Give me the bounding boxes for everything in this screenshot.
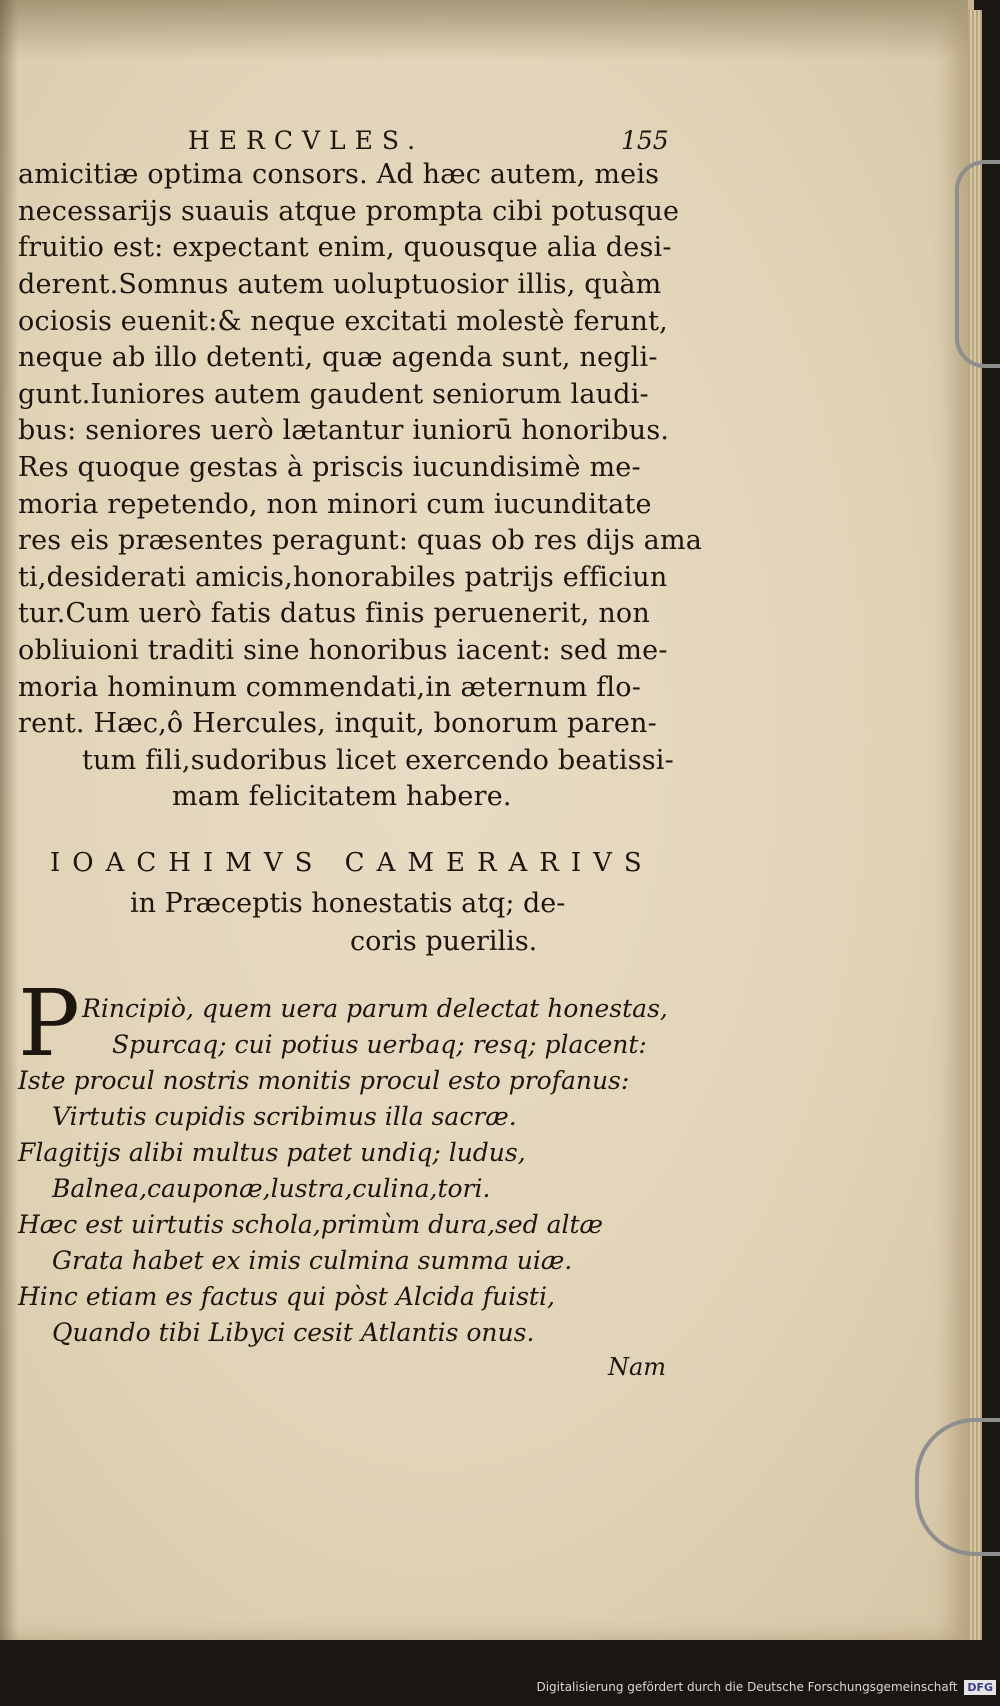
verse-line: Iste procul nostris monitis procul esto profanus:	[18, 1066, 630, 1095]
page-number: 155	[621, 126, 669, 155]
verse-line: Balnea,cauponæ,lustra,culina,tori.	[52, 1174, 491, 1203]
verse-line: Quando tibi Libyci cesit Atlantis onus.	[52, 1318, 535, 1347]
running-head: HERCVLES.	[188, 126, 425, 155]
section-subtitle: in Præceptis honestatis atq; de-	[130, 888, 566, 919]
prose-line: necessarijs suauis atque prompta cibi potusque	[18, 196, 680, 227]
digitization-credit	[0, 1680, 996, 1695]
drop-initial: P	[18, 970, 80, 1077]
prose-line: neque ab illo detenti, quæ agenda sunt, negli-	[18, 342, 658, 373]
verse-line: Hæc est uirtutis schola,primùm dura,sed altæ	[18, 1210, 604, 1239]
verse-line: Virtutis cupidis scribimus illa sacræ.	[52, 1102, 517, 1131]
verse-line: Spurcaq; cui potius uerbaq; resq; placent:	[112, 1030, 647, 1059]
prose-line: Res quoque gestas à priscis iucundisimè me-	[18, 452, 641, 483]
prose-line: res eis præsentes peragunt: quas ob res dijs ama	[18, 525, 703, 556]
prose-line: bus: seniores uerò lætantur iuniorū honoribus.	[18, 415, 670, 446]
prose-line: fruitio est: expectant enim, quousque alia desi-	[18, 232, 672, 263]
verse-line: Hinc etiam es factus qui pòst Alcida fuisti,	[18, 1282, 555, 1311]
prose-line: moria hominum commendati,in æternum flo-	[18, 672, 642, 703]
prose-last-line: mam felicitatem habere.	[172, 781, 512, 812]
credit-text: Digitalisierung gefördert durch die Deutsche Forschungsgemeinschaft	[536, 1680, 958, 1694]
prose-line: moria repetendo, non minori cum iucunditate	[18, 489, 652, 520]
verse-line: Flagitijs alibi multus patet undiq; ludus,	[18, 1138, 526, 1167]
prose-line: tum fili,sudoribus licet exercendo beatissi-	[82, 745, 674, 776]
prose-line: derent.Somnus autem uoluptuosior illis, quàm	[18, 269, 662, 300]
section-title: IOACHIMVS CAMERARIVS	[50, 848, 654, 878]
dfg-logo: DFG	[964, 1680, 996, 1695]
prose-line: ociosis euenit:& neque excitati molestè ferunt,	[18, 306, 668, 337]
prose-line: amicitiæ optima consors. Ad hæc autem, meis	[18, 159, 660, 190]
verse-line: Grata habet ex imis culmina summa uiæ.	[52, 1246, 573, 1275]
prose-line: ti,desiderati amicis,honorabiles patrijs efficiun	[18, 562, 668, 593]
prose-line: tur.Cum uerò fatis datus finis peruenerit, non	[18, 598, 650, 629]
prose-line: obliuioni traditi sine honoribus iacent: sed me-	[18, 635, 668, 666]
verse-line: Rincipiò, quem uera parum delectat honestas,	[82, 994, 668, 1023]
prose-line: rent. Hæc,ô Hercules, inquit, bonorum paren-	[18, 708, 657, 739]
prose-line: gunt.Iuniores autem gaudent seniorum laudi-	[18, 379, 649, 410]
section-subtitle-end: coris puerilis.	[350, 926, 538, 957]
catchword: Nam	[608, 1353, 667, 1381]
